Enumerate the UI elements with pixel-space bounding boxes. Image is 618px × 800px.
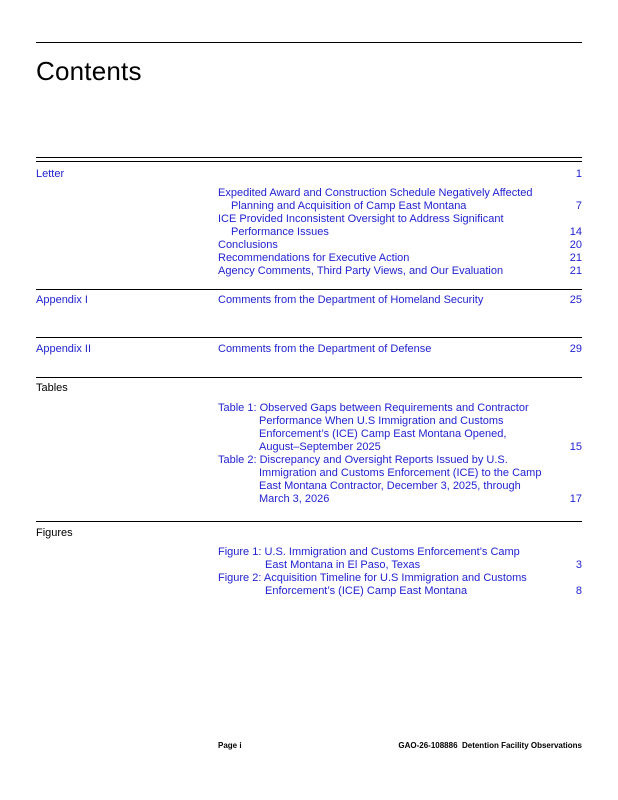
contents-top-rule-2 xyxy=(36,161,582,162)
toc-entry-page[interactable]: 21 xyxy=(569,265,582,277)
toc-entry-line: Enforcement’s (ICE) Camp East Montana Opened, xyxy=(259,428,507,440)
toc-appendix1-label[interactable]: Appendix I xyxy=(36,294,88,306)
toc-figure-1[interactable] xyxy=(218,546,582,572)
toc-appendix1-page[interactable]: 25 xyxy=(569,294,582,306)
toc-entry-line: Agency Comments, Third Party Views, and Our Evaluation xyxy=(218,265,504,277)
figures-rule xyxy=(36,521,582,522)
tables-heading: Tables xyxy=(36,382,68,394)
toc-entry-line: Comments from the Department of Defense xyxy=(218,343,432,355)
tables-rule xyxy=(36,377,582,378)
toc-entry-line: Performance When U.S Immigration and Customs xyxy=(259,415,504,427)
toc-letter-link[interactable]: Letter xyxy=(36,168,65,180)
toc-entry-line: Planning and Acquisition of Camp East Montana xyxy=(231,200,467,212)
toc-entry-line: Enforcement’s (ICE) Camp East Montana xyxy=(265,585,468,597)
toc-entry-line: Performance Issues xyxy=(231,226,329,238)
toc-table-2[interactable] xyxy=(218,454,582,506)
toc-appendix2-label[interactable]: Appendix II xyxy=(36,343,92,355)
toc-entry-page[interactable]: 17 xyxy=(569,493,582,505)
footer-report-id: GAO-26-108886 Detention Facility Observations xyxy=(398,741,582,750)
toc-entry-line: Figure 2: Acquisition Timeline for U.S Immigration and Customs xyxy=(218,572,527,584)
toc-entry-recommendations[interactable] xyxy=(218,252,582,265)
toc-entry-line: March 3, 2026 xyxy=(259,493,330,505)
toc-entry-ice-oversight[interactable] xyxy=(218,213,582,239)
appendix2-rule xyxy=(36,337,582,338)
toc-entry-page[interactable]: 21 xyxy=(569,252,582,264)
toc-entry-page[interactable]: 8 xyxy=(575,585,582,597)
toc-entry-page[interactable]: 15 xyxy=(569,441,582,453)
toc-entry-page[interactable]: 7 xyxy=(575,200,582,212)
appendix1-rule xyxy=(36,289,582,290)
toc-entry-line: Table 2: Discrepancy and Oversight Reports Issued by U.S. xyxy=(218,454,508,466)
toc-letter-page[interactable]: 1 xyxy=(575,168,582,180)
toc-entry-line: Recommendations for Executive Action xyxy=(218,252,410,264)
figures-heading: Figures xyxy=(36,527,73,539)
toc-appendix2-title[interactable] xyxy=(218,343,582,356)
toc-entry-expedited-award[interactable] xyxy=(218,187,582,213)
toc-entry-line: East Montana Contractor, December 3, 2025, through xyxy=(259,480,521,492)
toc-entry-line: Immigration and Customs Enforcement (ICE) to the Camp xyxy=(259,467,542,479)
toc-entry-line: Conclusions xyxy=(218,239,278,251)
page-title: Contents xyxy=(36,56,142,86)
toc-entry-agency-comments[interactable] xyxy=(218,265,582,278)
top-rule xyxy=(36,42,582,43)
toc-table-1[interactable] xyxy=(218,402,582,454)
toc-entry-line: ICE Provided Inconsistent Oversight to Address Significant xyxy=(218,213,504,225)
toc-figure-2[interactable] xyxy=(218,572,582,598)
toc-entry-line: Expedited Award and Construction Schedule Negatively Affected xyxy=(218,187,533,199)
footer-page-label: Page i xyxy=(218,741,242,750)
toc-appendix1-title[interactable] xyxy=(218,294,582,307)
toc-entry-line: Figure 1: U.S. Immigration and Customs Enforcement’s Camp xyxy=(218,546,520,558)
toc-entry-page[interactable]: 3 xyxy=(575,559,582,571)
contents-top-rule xyxy=(36,157,582,158)
toc-entry-page[interactable]: 20 xyxy=(569,239,582,251)
toc-entry-line: Table 1: Observed Gaps between Requirements and Contractor xyxy=(218,402,529,414)
toc-appendix2-page[interactable]: 29 xyxy=(569,343,582,355)
toc-entry-line: East Montana in El Paso, Texas xyxy=(265,559,421,571)
toc-entry-line: Comments from the Department of Homeland Security xyxy=(218,294,484,306)
toc-entry-page[interactable]: 14 xyxy=(569,226,582,238)
toc-entry-conclusions[interactable] xyxy=(218,239,582,252)
toc-entry-line: August–September 2025 xyxy=(259,441,381,453)
